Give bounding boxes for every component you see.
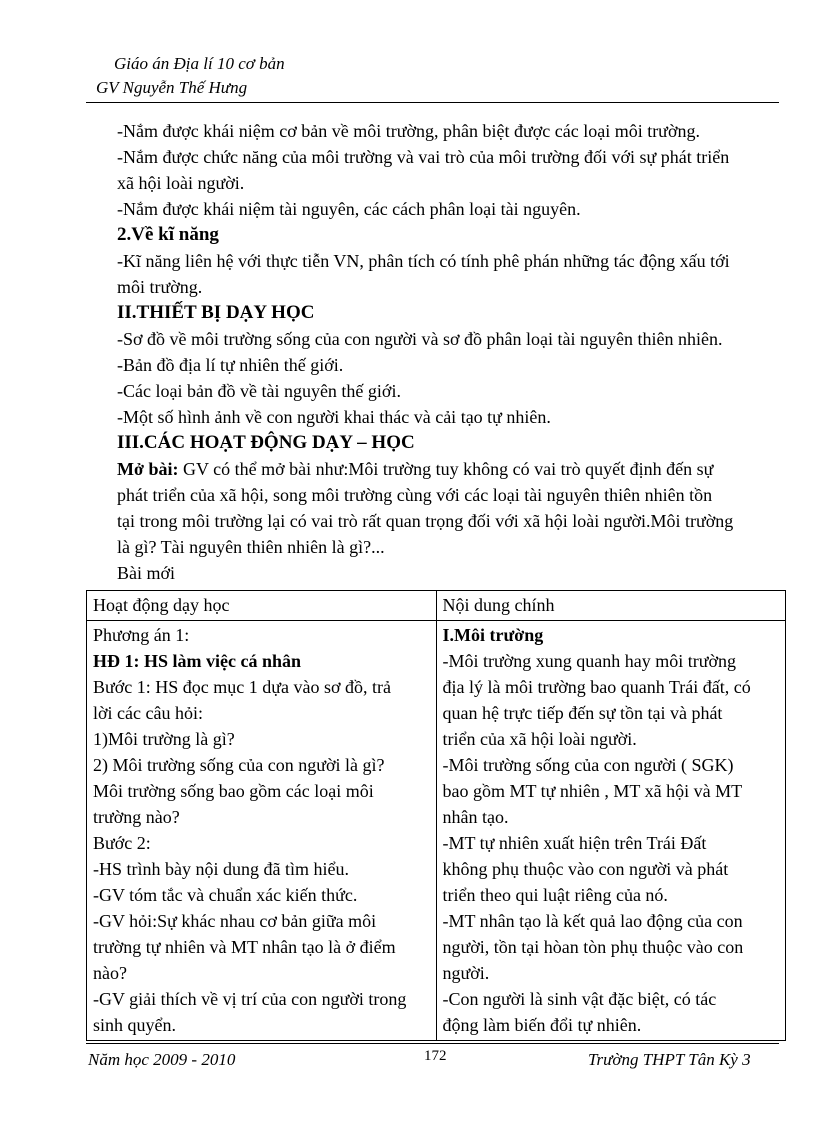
activities-heading: III.CÁC HOẠT ĐỘNG DẠY – HỌC [117, 432, 415, 453]
header-title: Giáo án Địa lí 10 cơ bản [114, 54, 285, 73]
table-header-activities: Hoạt động dạy học [87, 591, 437, 621]
body-line: phát triển của xã hội, song môi trường cùng với các loại tài nguyên thiên nhiên tồn [117, 485, 713, 505]
cell-line: -Con người là sinh vật đặc biệt, có tác [442, 989, 717, 1009]
cell-line: động làm biến đổi tự nhiên. [442, 1015, 642, 1035]
cell-line: người. [442, 963, 490, 983]
cell-line: Phương án 1: [93, 625, 190, 645]
body-line: -Nắm được chức năng của môi trường và vai trò của môi trường đối với sự phát triển [117, 147, 730, 167]
opening-text: GV có thể mở bài như:Môi trường tuy không có vai trò quyết định đến sự [178, 459, 714, 479]
body-line: xã hội loài người. [117, 173, 245, 193]
cell-line: Bước 2: [93, 833, 151, 853]
body-line: -Nắm được khái niệm cơ bản về môi trường, phân biệt được các loại môi trường. [117, 121, 700, 141]
table-row [87, 621, 786, 1041]
cell-line: sinh quyển. [93, 1015, 176, 1035]
body-line: -Kĩ năng liên hệ với thực tiễn VN, phân tích có tính phê phán những tác động xấu tới [117, 251, 730, 271]
cell-line: Môi trường sống bao gồm các loại môi [93, 781, 374, 801]
cell-line: 2) Môi trường sống của con người là gì? [93, 755, 385, 775]
footer-divider [86, 1043, 779, 1044]
cell-line: nhân tạo. [442, 807, 509, 827]
cell-line: -GV tóm tắc và chuẩn xác kiến thức. [93, 885, 358, 905]
cell-line: lời các câu hỏi: [93, 703, 203, 723]
body-line: -Nắm được khái niệm tài nguyên, các cách phân loại tài nguyên. [117, 199, 581, 219]
equipment-heading: II.THIẾT BỊ DẠY HỌC [117, 302, 315, 323]
cell-line: 1)Môi trường là gì? [93, 729, 235, 749]
activities-cell [87, 621, 437, 1041]
cell-line: HĐ 1: HS làm việc cá nhân [93, 651, 302, 671]
body-line: môi trường. [117, 277, 203, 297]
cell-line: -Môi trường sống của con người ( SGK) [442, 755, 734, 775]
cell-line: trường nào? [93, 807, 180, 827]
body-line: tại trong môi trường lại có vai trò rất quan trọng đối với xã hội loài người.Môi trường [117, 511, 734, 531]
opening-label: Mở bài: [117, 459, 179, 479]
table-header-content: Nội dung chính [436, 591, 786, 621]
cell-line: -MT nhân tạo là kết quả lao động của con [442, 911, 743, 931]
skills-heading: 2.Về kĩ năng [117, 224, 219, 245]
cell-line: không phụ thuộc vào con người và phát [442, 859, 729, 879]
cell-line: người, tồn tại hòan tòn phụ thuộc vào con [442, 937, 744, 957]
header-divider [86, 102, 779, 103]
table-header-row [87, 591, 786, 621]
cell-line: Bước 1: HS đọc mục 1 dựa vào sơ đồ, trả [93, 677, 392, 697]
opening-paragraph [117, 456, 787, 482]
cell-line: triển theo qui luật riêng của nó. [442, 885, 668, 905]
body-line: -Sơ đồ về môi trường sống của con người và sơ đồ phân loại tài nguyên thiên nhiên. [117, 329, 723, 349]
footer-school-year: Năm học 2009 - 2010 [88, 1050, 236, 1069]
cell-line: trường tự nhiên và MT nhân tạo là ở điểm [93, 937, 396, 957]
body-line: -Một số hình ảnh về con người khai thác và cải tạo tự nhiên. [117, 407, 551, 427]
new-lesson-label: Bài mới [117, 563, 176, 583]
cell-line: -Môi trường xung quanh hay môi trường [442, 651, 737, 671]
body-line: -Các loại bản đồ về tài nguyên thế giới. [117, 381, 401, 401]
header-teacher: GV Nguyễn Thế Hưng [96, 78, 248, 97]
cell-line: -GV giải thích về vị trí của con người trong [93, 989, 407, 1009]
body-line: -Bản đồ địa lí tự nhiên thế giới. [117, 355, 344, 375]
body-text [117, 118, 787, 586]
cell-line: -MT tự nhiên xuất hiện trên Trái Đất [442, 833, 707, 853]
cell-line: quan hệ trực tiếp đến sự tồn tại và phát [442, 703, 723, 723]
content-cell [436, 621, 786, 1041]
cell-line: I.Môi trường [442, 625, 544, 645]
cell-line: bao gồm MT tự nhiên , MT xã hội và MT [442, 781, 743, 801]
lesson-table [86, 590, 786, 1041]
cell-line: địa lý là môi trường bao quanh Trái đất, có [442, 677, 751, 697]
cell-line: nào? [93, 963, 127, 983]
footer-school-name: Trường THPT Tân Kỳ 3 [588, 1050, 751, 1069]
body-line: là gì? Tài nguyên thiên nhiên là gì?... [117, 537, 385, 557]
cell-line: -HS trình bày nội dung đã tìm hiểu. [93, 859, 349, 879]
cell-line: triển của xã hội loài người. [442, 729, 637, 749]
cell-line: -GV hỏi:Sự khác nhau cơ bản giữa môi [93, 911, 377, 931]
page-number: 172 [424, 1048, 447, 1064]
